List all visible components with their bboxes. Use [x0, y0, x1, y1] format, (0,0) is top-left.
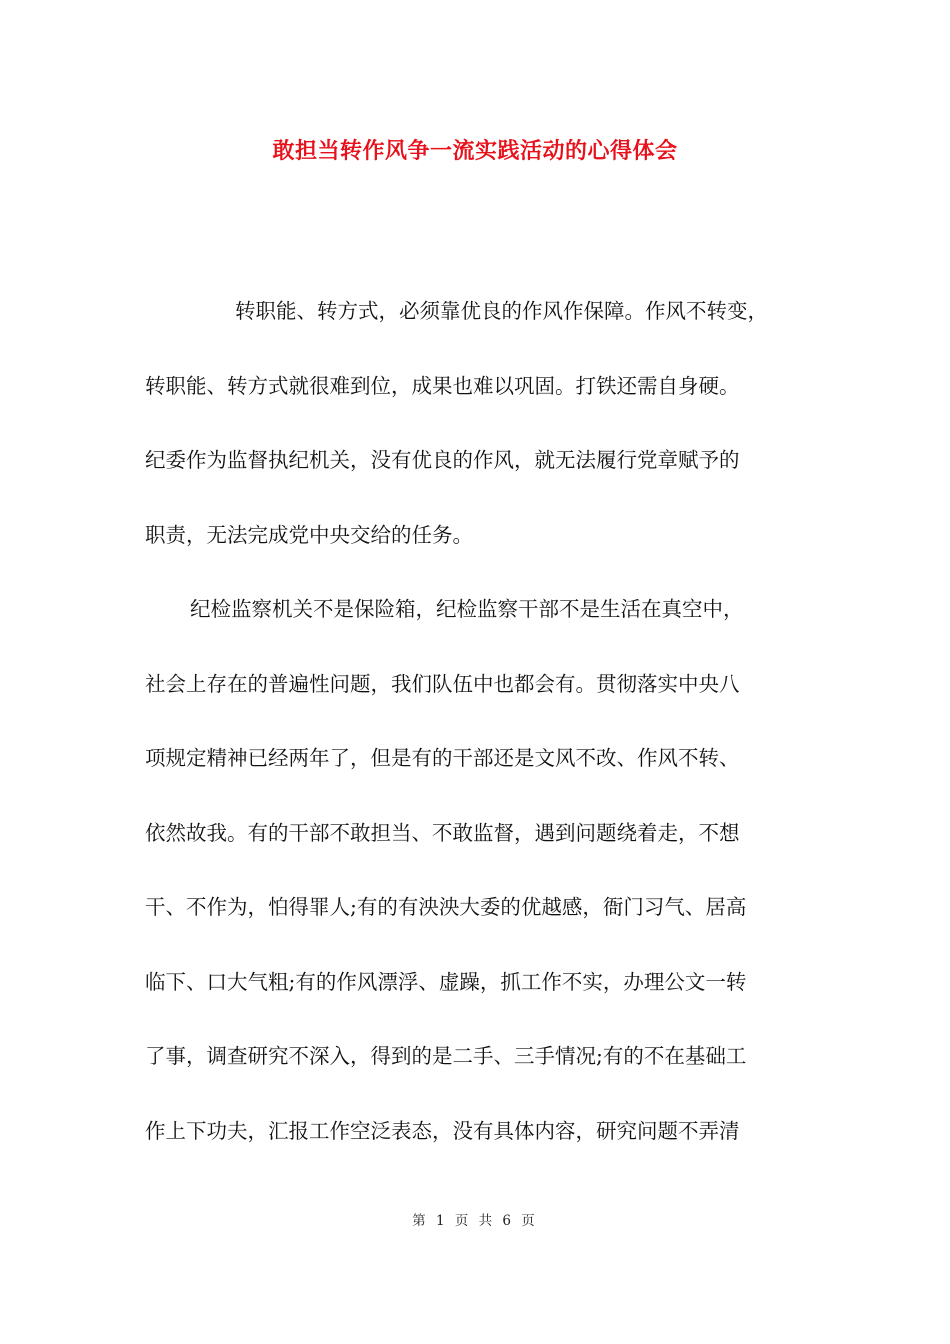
paragraph-line: 社会上存在的普遍性问题，我们队伍中也都会有。贯彻落实中央八 — [145, 671, 740, 696]
paragraph-line: 纪检监察机关不是保险箱，纪检监察干部不是生活在真空中， — [190, 597, 744, 621]
paragraph-line: 转职能、转方式，必须靠优良的作风作保障。作风不转变， — [235, 299, 768, 323]
document-body — [145, 274, 809, 1168]
paragraph-line: 干、不作为，怕得罪人;有的有泱泱大委的优越感，衙门习气、居高 — [145, 895, 747, 919]
paragraph-line: 临下、口大气粗;有的作风漂浮、虚躁，抓工作不实，办理公文一转 — [145, 969, 747, 994]
paragraph-line: 依然故我。有的干部不敢担当、不敢监督，遇到问题绕着走，不想 — [145, 820, 740, 845]
paragraph-1 — [145, 274, 809, 572]
paragraph-line: 纪委作为监督执纪机关，没有优良的作风，就无法履行党章赋予的 — [145, 448, 740, 472]
page-number-footer: 第 1 页 共 6 页 — [412, 1213, 538, 1229]
paragraph-line: 了事，调查研究不深入，得到的是二手、三手情况;有的不在基础工 — [145, 1044, 747, 1068]
paragraph-line: 转职能、转方式就很难到位，成果也难以巩固。打铁还需自身硬。 — [145, 373, 740, 398]
document-title: 敢担当转作风争一流实践活动的心得体会 — [272, 138, 678, 164]
paragraph-2 — [145, 572, 809, 1168]
paragraph-line: 职责，无法完成党中央交给的任务。 — [145, 522, 473, 547]
paragraph-line: 项规定精神已经两年了，但是有的干部还是文风不改、作风不转、 — [145, 746, 740, 770]
paragraph-line: 作上下功夫，汇报工作空泛表态，没有具体内容，研究问题不弄清 — [145, 1118, 740, 1143]
